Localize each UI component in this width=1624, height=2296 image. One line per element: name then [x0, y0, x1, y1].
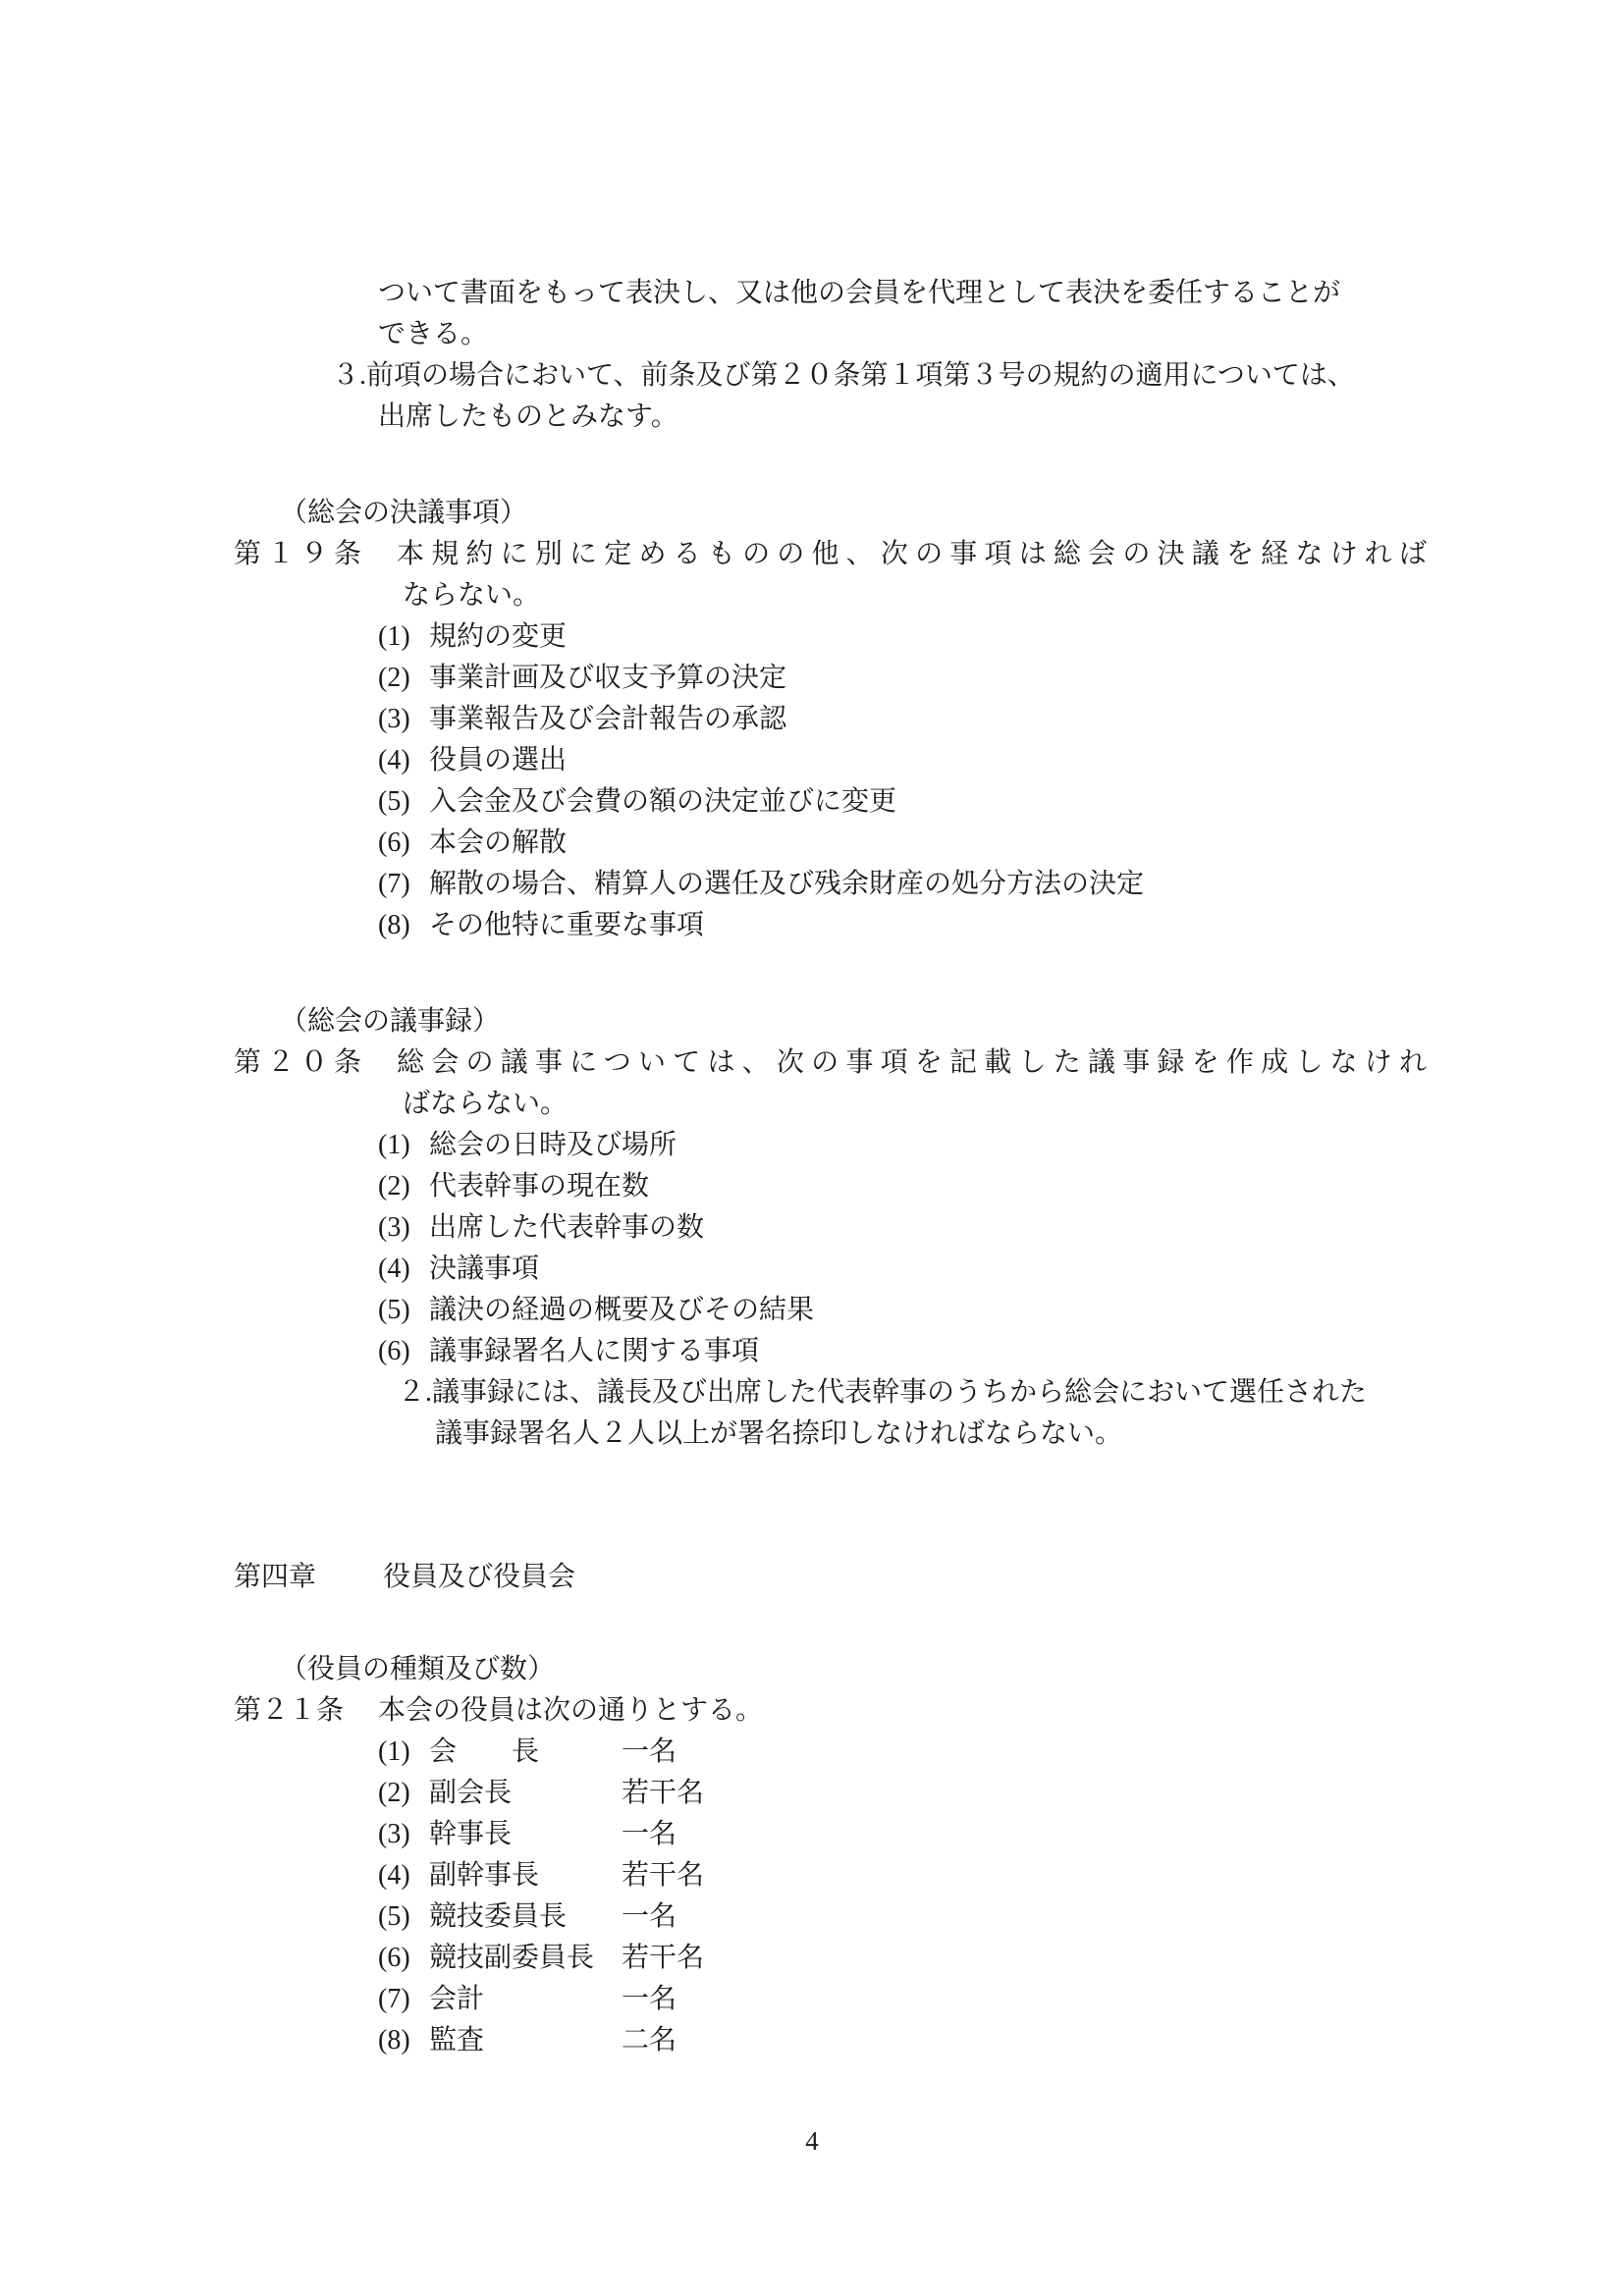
art18-cont-line1: ついて書面をもって表決し、又は他の会員を代理として表決を委任することが	[378, 278, 1341, 308]
spacer	[0, 1455, 1624, 1557]
art20-item-1	[0, 1125, 1624, 1166]
art20-para2-cont: 議事録署名人２人以上が署名捺印しなければならない。	[435, 1418, 1123, 1449]
item-number: (1)	[378, 1130, 410, 1160]
art20-header-line	[0, 1042, 1624, 1084]
art20-para2	[0, 1372, 1624, 1414]
art21-item-5	[0, 1896, 1624, 1938]
officer-count: 一名	[622, 1984, 677, 2014]
spacer	[0, 946, 1624, 1001]
paragraph-marker: ２.	[398, 1377, 433, 1408]
item-number: (2)	[378, 1171, 410, 1201]
art21-item-6	[0, 1938, 1624, 1979]
art21-item-2	[0, 1773, 1624, 1814]
art19-item-8	[0, 905, 1624, 946]
item-number: (5)	[378, 1901, 410, 1932]
officer-title: 副会長	[429, 1778, 513, 1808]
item-number: (7)	[378, 869, 410, 899]
chapter-title: 役員及び役員会	[383, 1562, 576, 1592]
item-number: (6)	[378, 828, 410, 858]
item-number: (8)	[378, 2025, 410, 2056]
item-number: (5)	[378, 1295, 410, 1325]
officer-count: 若干名	[622, 1778, 705, 1808]
article-number: 第２１条	[234, 1695, 345, 1726]
item-number: (3)	[378, 1819, 410, 1849]
item-text: 入会金及び会費の額の決定並びに変更	[429, 786, 897, 817]
item-number: (3)	[378, 1212, 410, 1243]
item-number: (6)	[378, 1336, 410, 1366]
item-number: (8)	[378, 910, 410, 940]
paragraph-text: 前項の場合において、前条及び第２０条第１項第３号の規約の適用については、	[366, 360, 1355, 391]
art18-para3	[0, 355, 1624, 397]
item-text: 解散の場合、精算人の選任及び残余財産の処分方法の決定	[429, 869, 1145, 899]
item-number: (6)	[378, 1943, 410, 1973]
officer-title: 幹事長	[429, 1819, 513, 1849]
item-number: (2)	[378, 663, 410, 693]
spacer	[0, 1598, 1624, 1649]
art20-item-6	[0, 1331, 1624, 1372]
item-text: 規約の変更	[429, 621, 568, 652]
item-number: (4)	[378, 1860, 410, 1891]
item-text: 役員の選出	[429, 745, 568, 775]
art20-item-5	[0, 1290, 1624, 1331]
chapter4-line	[0, 1557, 1624, 1598]
art19-item-2	[0, 658, 1624, 699]
item-text: 事業報告及び会計報告の承認	[429, 704, 787, 734]
officer-title: 競技副委員長	[429, 1943, 595, 1973]
item-number: (7)	[378, 1984, 410, 2014]
art20-heading: （総会の議事録）	[280, 1006, 501, 1037]
officer-count: 一名	[622, 1901, 677, 1932]
art21-item-3	[0, 1814, 1624, 1855]
item-number: (2)	[378, 1778, 410, 1808]
art21-item-4	[0, 1855, 1624, 1896]
officer-count: 若干名	[622, 1860, 705, 1891]
article-body: 本会の役員は次の通りとする。	[378, 1695, 764, 1726]
item-text: 総会の日時及び場所	[429, 1130, 677, 1160]
art18-para3-cont: 出席したものとみなす。	[378, 401, 678, 432]
officer-count: 若干名	[622, 1943, 705, 1973]
item-text: 議事録署名人に関する事項	[429, 1336, 760, 1366]
article-body: 本規約に別に定めるものの他、次の事項は総会の決議を経なければ	[397, 539, 1427, 569]
item-text: 決議事項	[429, 1254, 540, 1284]
art20-body-cont: ばならない。	[403, 1089, 568, 1119]
art19-header-line	[0, 534, 1624, 575]
item-text: 事業計画及び収支予算の決定	[429, 663, 787, 693]
art20-item-3	[0, 1207, 1624, 1249]
art19-item-7	[0, 864, 1624, 905]
art21-item-7	[0, 1979, 1624, 2020]
item-text: 出席した代表幹事の数	[429, 1212, 705, 1243]
art19-body-cont: ならない。	[403, 580, 541, 611]
art21-header-line	[0, 1690, 1624, 1732]
article-body: 総会の議事については、次の事項を記載した議事録を作成しなけれ	[397, 1047, 1427, 1078]
art19-item-3	[0, 699, 1624, 740]
item-text: 議決の経過の概要及びその結果	[429, 1295, 815, 1325]
art19-item-5	[0, 781, 1624, 823]
art21-item-8	[0, 2020, 1624, 2061]
officer-count: 一名	[622, 1819, 677, 1849]
paragraph-text: 議事録には、議長及び出席した代表幹事のうちから総会において選任された	[432, 1377, 1368, 1408]
art20-item-2	[0, 1166, 1624, 1207]
art21-heading: （役員の種類及び数）	[280, 1654, 556, 1684]
art19-item-1	[0, 616, 1624, 658]
art19-heading: （総会の決議事項）	[280, 498, 528, 528]
article-number: 第１９条	[234, 539, 361, 569]
officer-count: 二名	[622, 2025, 677, 2056]
item-number: (4)	[378, 745, 410, 775]
item-text: 代表幹事の現在数	[429, 1171, 650, 1201]
art18-cont-line2: できる。	[378, 319, 489, 349]
page-number: 4	[805, 2126, 819, 2156]
item-number: (4)	[378, 1254, 410, 1284]
paragraph-marker: ３.	[332, 360, 367, 391]
officer-title: 競技委員長	[429, 1901, 568, 1932]
chapter-label: 第四章	[234, 1562, 317, 1592]
item-number: (1)	[378, 1736, 410, 1767]
spacer	[0, 438, 1624, 493]
officer-count: 一名	[622, 1736, 677, 1767]
item-number: (1)	[378, 621, 410, 652]
item-text: その他特に重要な事項	[429, 910, 705, 940]
officer-title: 監査	[429, 2025, 485, 2056]
officer-title: 副幹事長	[429, 1860, 540, 1891]
officer-title: 会計	[429, 1984, 485, 2014]
item-text: 本会の解散	[429, 828, 568, 858]
art19-item-4	[0, 740, 1624, 781]
art20-item-4	[0, 1249, 1624, 1290]
item-number: (5)	[378, 786, 410, 817]
officer-title: 会 長	[429, 1736, 540, 1767]
art19-item-6	[0, 823, 1624, 864]
item-number: (3)	[378, 704, 410, 734]
art21-item-1	[0, 1732, 1624, 1773]
article-number: 第２０条	[234, 1047, 361, 1078]
